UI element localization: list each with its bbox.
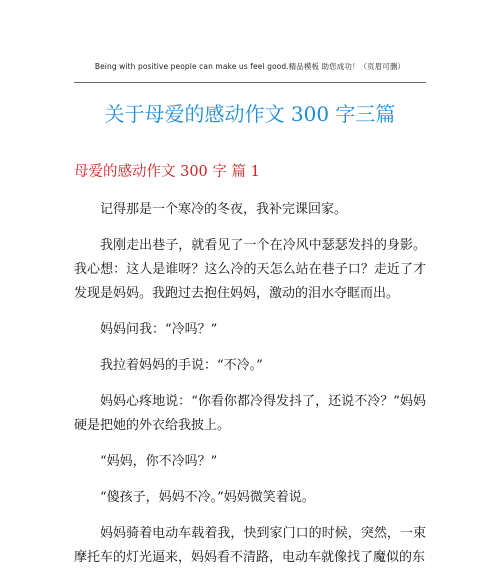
paragraph: 我刚走出巷子，就看见了一个在冷风中瑟瑟发抖的身影。我心想：这人是谁呀？这么冷的天怎么站在巷子口？走近了才发现是妈妈。我跑过去抱住妈妈，激动的泪水夺眶而出。	[74, 238, 426, 301]
paragraph: 记得那是一个寒冷的冬夜，我补完课回家。	[100, 202, 348, 217]
paragraph: “妈妈，你不冷吗？”	[100, 454, 218, 469]
document-title: 关于母爱的感动作文 300 字三篇	[104, 102, 396, 126]
paragraph: 妈妈骑着电动车载着我，快到家门口的时候，突然，一束摩托车的灯光逼来，妈妈看不清路，电动车就像找了魔似的东	[74, 526, 426, 565]
paragraph: 妈妈问我：“冷吗？”	[100, 322, 218, 337]
section-title: 母爱的感动作文 300 字 篇 1	[74, 164, 260, 180]
paragraph: 妈妈心疼地说：“你看你都冷得发抖了，还说不冷？”妈妈硬是把她的外衣给我披上。	[74, 394, 426, 433]
document-body	[74, 198, 426, 582]
paragraph: “傻孩子，妈妈不冷。”妈妈微笑着说。	[100, 490, 315, 505]
page-header-text: Being with positive people can make us feel good.精品模板 助您成功！（页眉可删）	[94, 62, 406, 71]
paragraph: 我拉着妈妈的手说：“不冷。”	[100, 358, 263, 373]
header-divider	[74, 82, 426, 83]
